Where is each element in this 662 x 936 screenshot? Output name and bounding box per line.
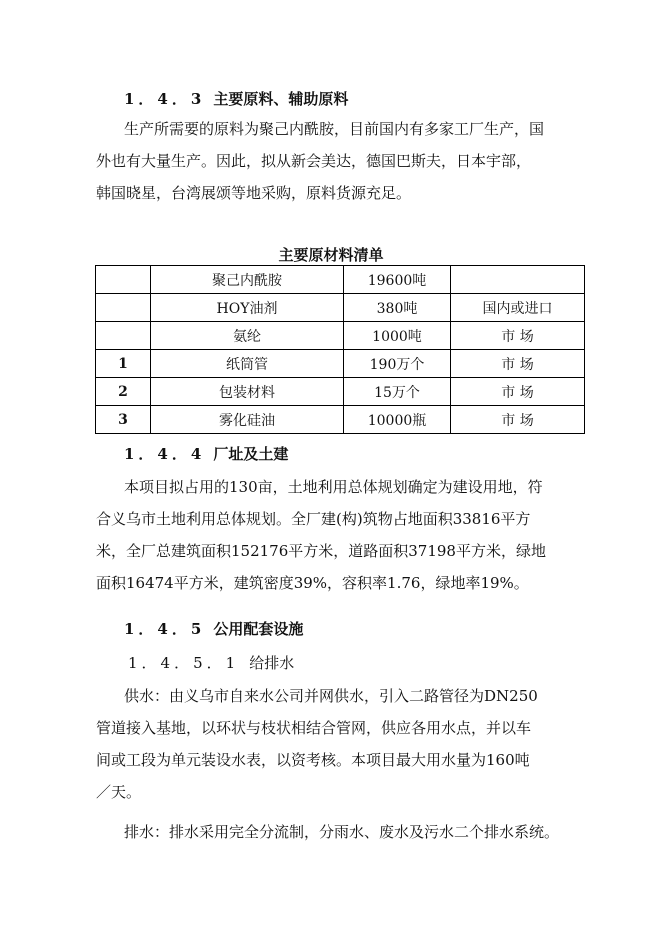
material-name-cell: HOY油剂 <box>151 294 344 322</box>
quantity-cell: 1000吨 <box>344 322 451 350</box>
quantity-cell: 190万个 <box>344 350 451 378</box>
source-cell: 国内或进口 <box>451 294 585 322</box>
section-1-4-5-heading <box>124 618 303 639</box>
material-name-cell: 雾化硅油 <box>151 406 344 434</box>
table-title: 主要原材料清单 <box>278 246 384 264</box>
row-number-cell: 2 <box>96 378 151 406</box>
quantity-cell: 380吨 <box>344 294 451 322</box>
section-number: 1．4．3 <box>124 90 206 108</box>
paragraph-line: 外也有大量生产。因此，拟从新会美达，德国巴斯夫，日本宇部， <box>96 152 532 170</box>
table-row <box>96 322 585 350</box>
source-cell: 市 场 <box>451 378 585 406</box>
material-name-cell: 包装材料 <box>151 378 344 406</box>
section-1-4-5-1-heading <box>128 652 294 673</box>
site-paragraph <box>96 471 546 599</box>
material-name-cell: 氨纶 <box>151 322 344 350</box>
section-1-4-3-heading <box>124 88 348 109</box>
table-row <box>96 406 585 434</box>
table-row <box>96 266 585 294</box>
paragraph-line: 合义乌市土地利用总体规划。全厂建(构)筑物占地面积33816平方 <box>96 510 531 528</box>
material-name-cell: 纸筒管 <box>151 350 344 378</box>
row-number-cell <box>96 322 151 350</box>
table-row <box>96 350 585 378</box>
source-cell: 市 场 <box>451 350 585 378</box>
paragraph-line: 本项目拟占用的130亩，土地利用总体规划确定为建设用地，符 <box>124 478 543 496</box>
table-row <box>96 378 585 406</box>
raw-material-table <box>95 265 585 434</box>
material-name-cell: 聚己内酰胺 <box>151 266 344 294</box>
section-1-4-4-heading <box>124 443 288 464</box>
paragraph-line: 间或工段为单元装设水表，以资考核。本项目最大用水量为160吨 <box>96 751 530 769</box>
paragraph-line: 米，全厂总建筑面积152176平方米，道路面积37198平方米，绿地 <box>96 542 546 560</box>
source-cell: 市 场 <box>451 322 585 350</box>
section-number: 1．4．5．1 <box>128 654 240 672</box>
paragraph-line: 生产所需要的原料为聚己内酰胺，目前国内有多家工厂生产，国 <box>124 120 545 138</box>
paragraph-line: 供水：由义乌市自来水公司并网供水，引入二路管径为DN250 <box>124 687 538 705</box>
section-number: 1．4．4 <box>124 445 206 463</box>
drainage-paragraph <box>124 816 559 848</box>
row-number-cell <box>96 266 151 294</box>
source-cell <box>451 266 585 294</box>
section-title: 主要原料、辅助原料 <box>213 90 349 108</box>
section-title: 厂址及土建 <box>213 445 289 463</box>
section-title: 给排水 <box>249 654 295 672</box>
water-supply-paragraph <box>96 680 538 808</box>
raw-material-paragraph <box>96 113 545 209</box>
paragraph-line: 管道接入基地，以环状与枝状相结合管网，供应各用水点，并以车 <box>96 719 532 737</box>
row-number-cell: 3 <box>96 406 151 434</box>
quantity-cell: 15万个 <box>344 378 451 406</box>
quantity-cell: 19600吨 <box>344 266 451 294</box>
paragraph-line: 韩国晓星，台湾展颂等地采购，原料货源充足。 <box>96 184 412 202</box>
section-title: 公用配套设施 <box>213 620 304 638</box>
row-number-cell <box>96 294 151 322</box>
paragraph-line: ／天。 <box>96 783 142 801</box>
paragraph-line: 排水：排水采用完全分流制，分雨水、废水及污水二个排水系统。 <box>124 823 560 841</box>
source-cell: 市 场 <box>451 406 585 434</box>
section-number: 1．4．5 <box>124 620 206 638</box>
paragraph-line: 面积16474平方米，建筑密度39%，容积率1.76，绿地率19%。 <box>96 574 529 592</box>
quantity-cell: 10000瓶 <box>344 406 451 434</box>
table-row <box>96 294 585 322</box>
row-number-cell: 1 <box>96 350 151 378</box>
